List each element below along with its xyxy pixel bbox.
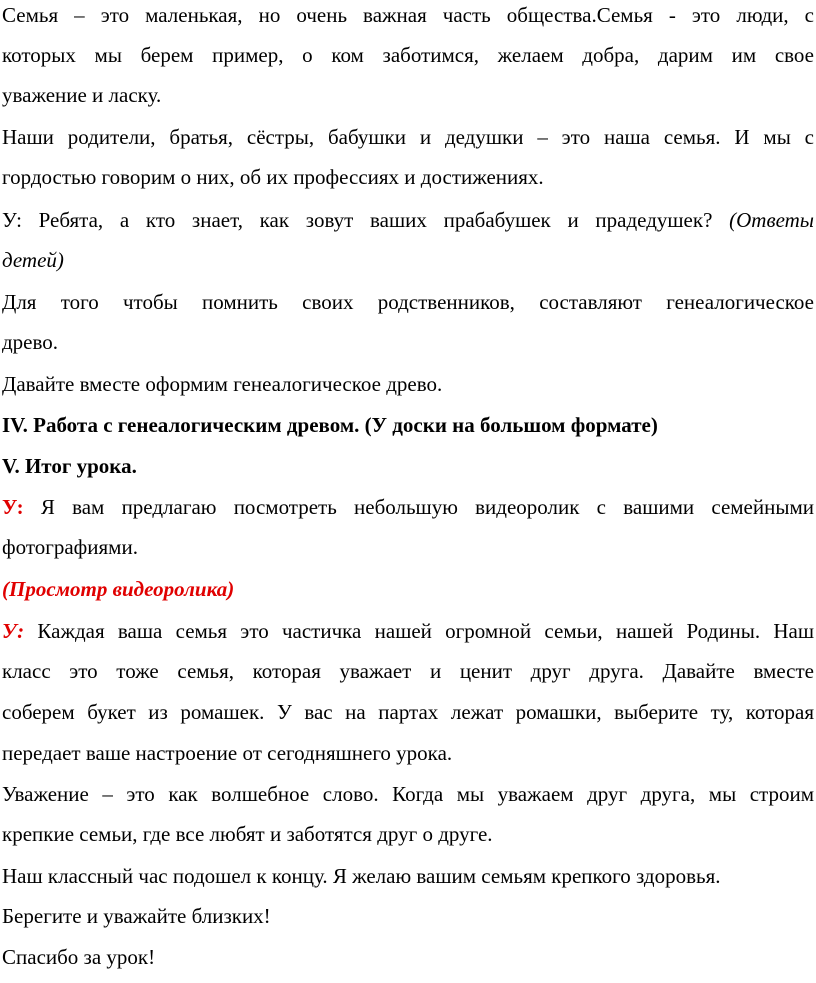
paragraph-video-line-1 (2, 492, 814, 522)
video-offer-text: Я вам предлагаю посмотреть небольшую видеоролик с вашими семейными (23, 495, 814, 519)
paragraph-tree-line-1: Для того чтобы помнить своих родственников, составляют генеалогическое (2, 290, 814, 314)
paragraph-family-line-1: Семья – это маленькая, но очень важная часть общества.Семья - это люди, с (2, 3, 814, 27)
paragraph-lets-make-tree: Давайте вместе оформим генеалогическое древо. (2, 372, 443, 396)
paragraph-daisies-line-4: передает ваше настроение от сегодняшнего урока. (2, 741, 453, 765)
paragraph-thanks: Спасибо за урок! (2, 945, 156, 969)
video-watch-note: (Просмотр видеоролика) (2, 577, 235, 601)
section-heading-v: V. Итог урока. (2, 454, 137, 478)
teacher-speaker-label: У: (2, 619, 25, 643)
teacher-question-text: У: Ребята, а кто знает, как зовут ваших прабабушек и прадедушек? (2, 208, 730, 232)
paragraph-ending-line-2: Берегите и уважайте близких! (2, 904, 271, 928)
section-heading-iv: IV. Работа с генеалогическим древом. (У доски на большом формате) (2, 413, 658, 437)
paragraph-daisies-line-1 (2, 616, 814, 646)
paragraph-ending-line-1: Наш классный час подошел к концу. Я желаю вашим семьям крепкого здоровья. (2, 864, 721, 888)
paragraph-family-line-3: уважение и ласку. (2, 83, 162, 107)
teacher-speaker-label: У: (2, 495, 24, 519)
paragraph-daisies-line-3: соберем букет из ромашек. У вас на партах лежат ромашки, выберите ту, которая (2, 700, 814, 724)
paragraph-question-line-2: детей) (2, 248, 64, 272)
paragraph-video-line-2: фотографиями. (2, 535, 138, 559)
paragraph-daisies-line-2: класс это тоже семья, которая уважает и ценит друг друга. Давайте вместе (2, 659, 814, 683)
paragraph-parents-line-1: Наши родители, братья, сёстры, бабушки и дедушки – это наша семья. И мы с (2, 125, 814, 149)
children-answer-note: (Ответы (729, 208, 814, 232)
paragraph-respect-line-2: крепкие семьи, где все любят и заботятся друг о друге. (2, 822, 493, 846)
paragraph-tree-line-2: древо. (2, 330, 59, 354)
paragraph-parents-line-2: гордостью говорим о них, об их профессиях и достижениях. (2, 165, 544, 189)
paragraph-respect-line-1: Уважение – это как волшебное слово. Когда мы уважаем друг друга, мы строим (2, 782, 814, 806)
daisies-intro-text: Каждая ваша семья это частичка нашей огромной семьи, нашей Родины. Наш (24, 619, 814, 643)
paragraph-family-line-2: которых мы берем пример, о ком заботимся, желаем добра, дарим им свое (2, 43, 814, 67)
paragraph-question-line-1 (2, 205, 814, 235)
